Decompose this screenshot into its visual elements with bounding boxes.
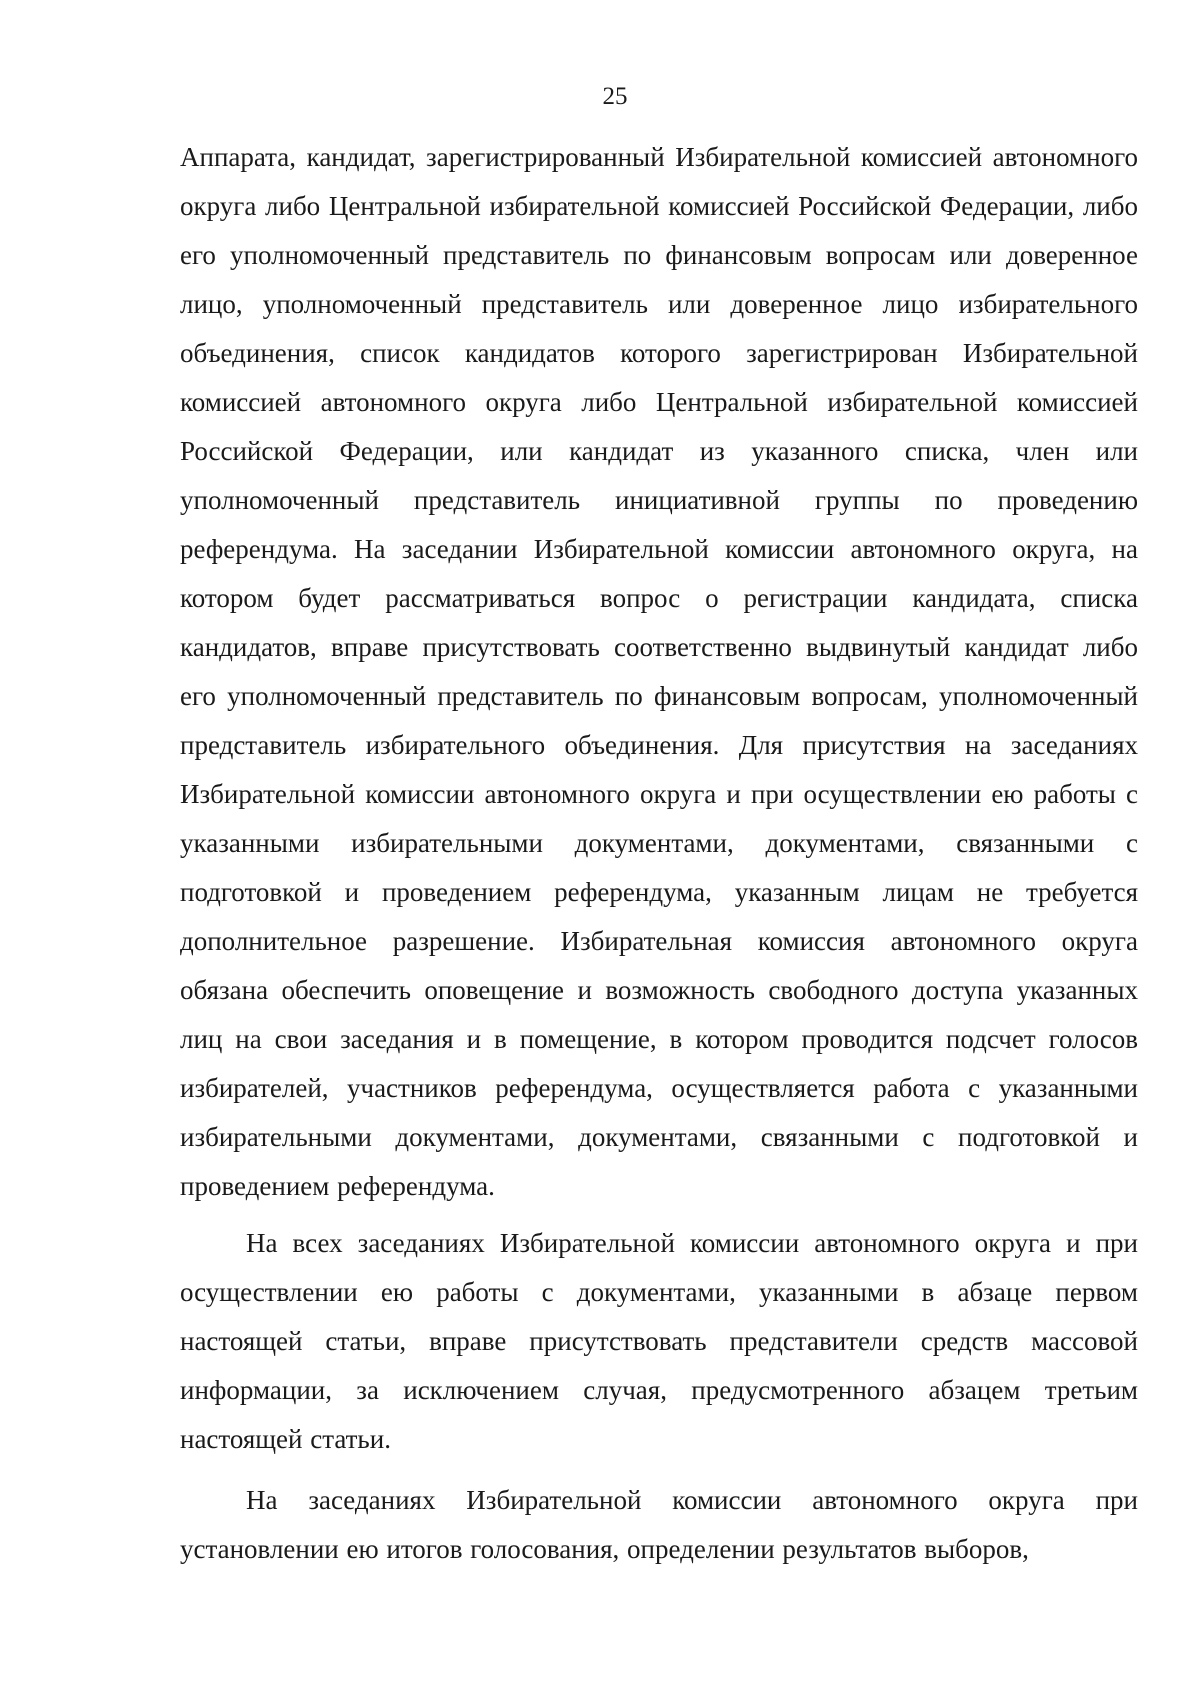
page-number: 25 [602,83,628,110]
paragraph-1: Аппарата, кандидат, зарегистрированный Избирательной комиссией автономного округа либо Центральной избирательной комиссией Российской Федерации, либо его уполномоченный представитель по финансовым вопросам или доверенное лицо, уполномоченный представитель или доверенное лицо избирательного объединения, список кандидатов которого зарегистрирован Избирательной комиссией автономного округа либо Центральной избирательной комиссией Российской Федерации, или кандидат из указанного списка, член или уполномоченный представитель инициативной группы по проведению референдума. На заседании Избирательной комиссии автономного округа, на котором будет рассматриваться вопрос о регистрации кандидата, списка кандидатов, вправе присутствовать соответственно выдвинутый кандидат либо его уполномоченный представитель по финансовым вопросам, уполномоченный представитель избирательного объединения. Для присутствия на заседаниях Избирательной комиссии автономного округа и при осуществлении ею работы с указанными избирательными документами, документами, связанными с подготовкой и проведением референдума, указанным лицам не требуется дополнительное разрешение. Избирательная комиссия автономного округа обязана обеспечить оповещение и возможность свободного доступа указанных лиц на свои заседания и в помещение, в котором проводится подсчет голосов избирателей, участников референдума, осуществляется работа с указанными избирательными документами, документами, связанными с подготовкой и проведением референдума. [180,142,1138,1201]
paragraph-3: На заседаниях Избирательной комиссии автономного округа при установлении ею итогов голосования, определении результатов выборов, [180,1485,1138,1564]
document-body [180,133,1138,1574]
paragraph-2: На всех заседаниях Избирательной комиссии автономного округа и при осуществлении ею работы с документами, указанными в абзаце первом настоящей статьи, вправе присутствовать представители средств массовой информации, за исключением случая, предусмотренного абзацем третьим настоящей статьи. [180,1228,1138,1454]
